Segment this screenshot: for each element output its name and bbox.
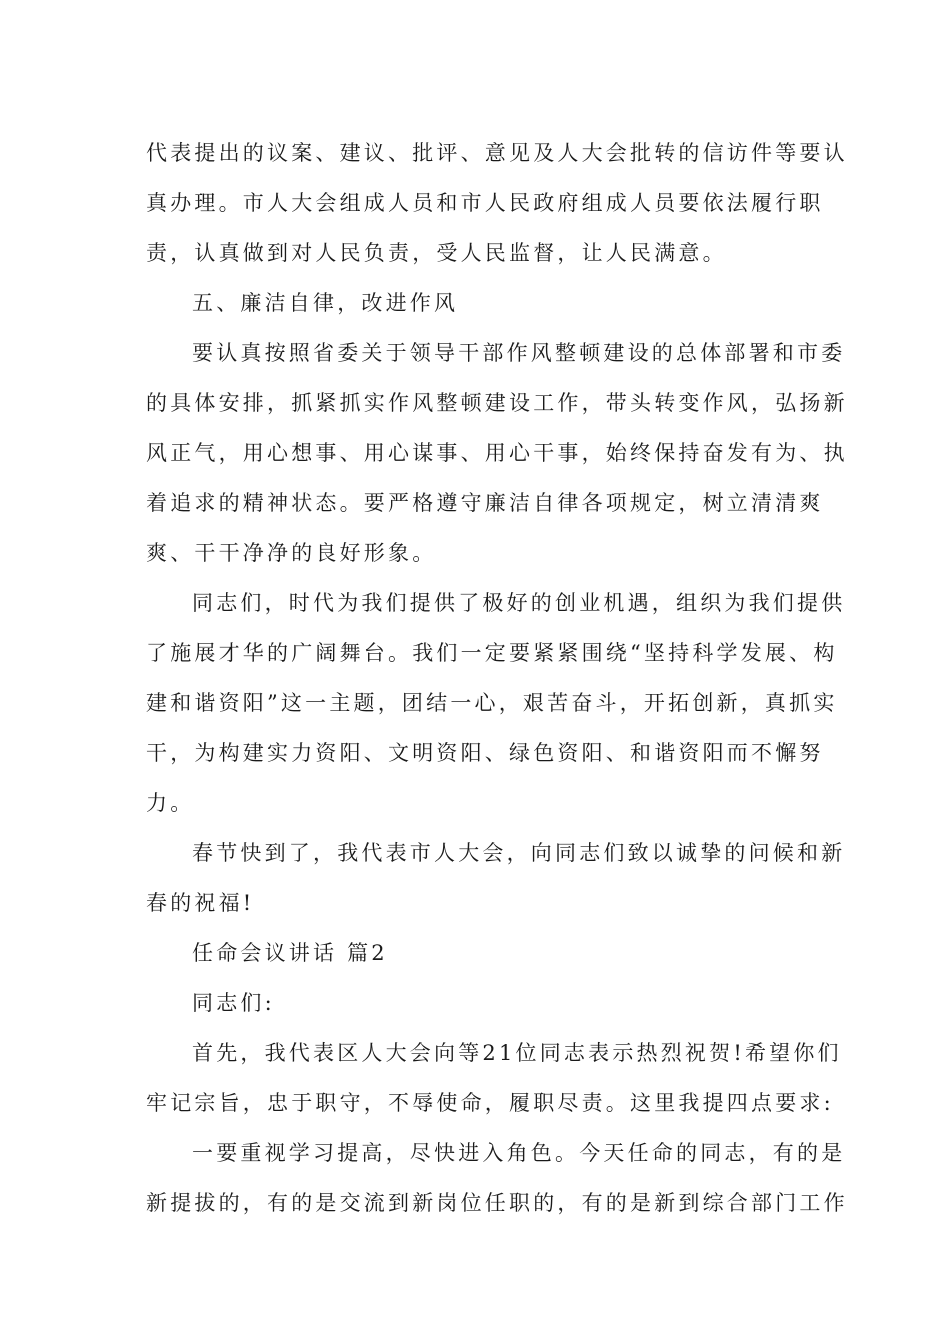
text-line: 责，认真做到对人民负责，受人民监督，让人民满意。 (146, 241, 727, 265)
section-heading: 五、廉洁自律，改进作风 (192, 291, 459, 315)
text-line: 爽、干干净净的良好形象。 (146, 541, 437, 565)
text-line: 代表提出的议案、建议、批评、意见及人大会批转的信访件等要认 (146, 141, 848, 165)
text-line: 春的祝福! (146, 891, 255, 915)
text-line: 首先，我代表区人大会向等21位同志表示热烈祝贺!希望你们 (192, 1041, 842, 1065)
text-line: 风正气，用心想事、用心谋事、用心干事，始终保持奋发有为、执 (146, 441, 848, 465)
text-line: 同志们，时代为我们提供了极好的创业机遇，组织为我们提供 (192, 591, 846, 615)
text-line: 新提拔的，有的是交流到新岗位任职的，有的是新到综合部门工作 (146, 1191, 848, 1215)
text-line: 干，为构建实力资阳、文明资阳、绿色资阳、和谐资阳而不懈努 (146, 741, 824, 765)
text-line: 牢记宗旨，忠于职守，不辱使命，履职尽责。这里我提四点要求: (146, 1091, 834, 1115)
text-line: 力。 (146, 791, 195, 815)
text-line: 了施展才华的广阔舞台。我们一定要紧紧围绕“坚持科学发展、构 (146, 641, 838, 665)
text-line: 真办理。市人大会组成人员和市人民政府组成人员要依法履行职 (146, 191, 824, 215)
salutation: 同志们: (192, 991, 275, 1015)
text-line: 要认真按照省委关于领导干部作风整顿建设的总体部署和市委 (192, 341, 846, 365)
text-line: 一要重视学习提高，尽快进入角色。今天任命的同志，有的是 (192, 1141, 846, 1165)
text-line: 春节快到了，我代表市人大会，向同志们致以诚挚的问候和新 (192, 841, 846, 865)
document-page (146, 128, 848, 1228)
text-line: 的具体安排，抓紧抓实作风整顿建设工作，带头转变作风，弘扬新 (146, 391, 848, 415)
text-line: 建和谐资阳”这一主题，团结一心，艰苦奋斗，开拓创新，真抓实 (146, 691, 838, 715)
section-title: 任命会议讲话 篇2 (192, 941, 388, 965)
text-line: 着追求的精神状态。要严格遵守廉洁自律各项规定，树立清清爽 (146, 491, 824, 515)
